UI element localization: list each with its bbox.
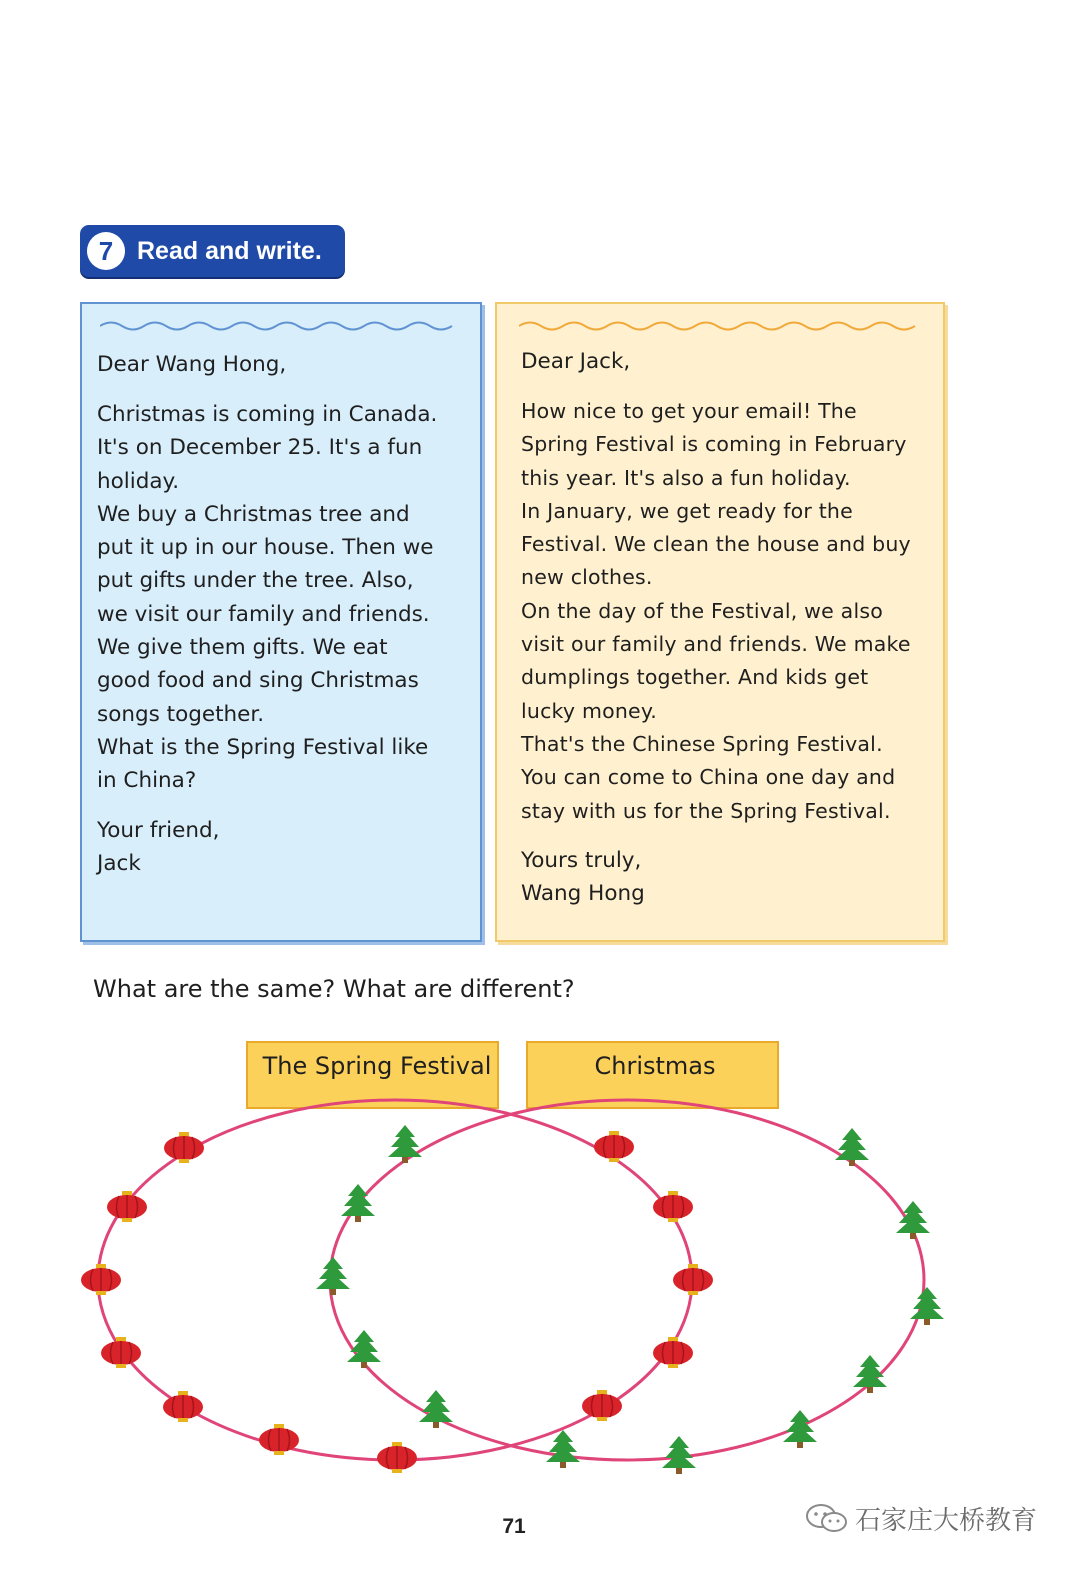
- letter-line: stay with us for the Spring Festival.: [521, 798, 891, 823]
- letter-line: we visit our family and friends.: [97, 601, 430, 627]
- letter-line: lucky money.: [521, 698, 657, 723]
- label-christmas: [527, 1042, 778, 1108]
- letter-line: this year. It's also a fun holiday.: [521, 465, 851, 490]
- lantern-icon: [594, 1131, 634, 1162]
- wechat-icon: [805, 1502, 849, 1536]
- task-title: Read and write.: [137, 236, 322, 265]
- letter-line: good food and sing Christmas: [97, 668, 419, 694]
- lantern-icon: [107, 1191, 147, 1222]
- label-christmas-text: Christmas: [594, 1052, 716, 1080]
- letter-closing: Your friend,: [97, 818, 220, 843]
- christmas-tree-icon: [316, 1257, 350, 1295]
- letter-greeting: Dear Wang Hong,: [97, 352, 287, 377]
- letter-line: You can come to China one day and: [521, 765, 896, 790]
- letter-line: That's the Chinese Spring Festival.: [521, 731, 883, 756]
- letter-line: in China?: [97, 768, 197, 794]
- lantern-icon: [164, 1132, 204, 1163]
- letter-line: Festival. We clean the house and buy: [521, 532, 911, 557]
- label-spring-festival-text: The Spring Festival: [262, 1052, 492, 1080]
- letter-line: dumplings together. And kids get: [521, 665, 869, 690]
- letter-line: songs together.: [97, 701, 265, 727]
- letter-signature: Wang Hong: [521, 881, 645, 907]
- task-number: 7: [87, 232, 125, 270]
- task-badge: [80, 225, 345, 277]
- christmas-tree-icon: [388, 1125, 422, 1163]
- letter-line: Christmas is coming in Canada.: [97, 402, 438, 427]
- letter-line: new clothes.: [521, 565, 653, 590]
- wave-decoration: [100, 320, 502, 332]
- lantern-icon: [81, 1264, 121, 1295]
- label-spring-festival: [247, 1042, 498, 1108]
- letter-line: What is the Spring Festival like: [97, 734, 429, 760]
- page-number: 71: [502, 1515, 526, 1538]
- venn-diagram: [0, 1030, 1080, 1480]
- letter-line: In January, we get ready for the: [521, 498, 853, 523]
- letter-line: We give them gifts. We eat: [97, 635, 388, 661]
- christmas-tree-icon: [910, 1287, 944, 1325]
- christmas-tree-icon: [896, 1201, 930, 1239]
- letter-line: visit our family and friends. We make: [521, 632, 911, 657]
- letter-from-wang-hong: [495, 302, 945, 942]
- question-text: What are the same? What are different?: [93, 975, 575, 1003]
- letter-line: put it up in our house. Then we: [97, 535, 434, 561]
- watermark-text: 石家庄大桥教育: [855, 1506, 1038, 1536]
- letter-line: Spring Festival is coming in February: [521, 432, 907, 457]
- lantern-icon: [673, 1264, 713, 1295]
- letter-line: It's on December 25. It's a fun: [97, 435, 423, 461]
- lantern-icon: [377, 1442, 417, 1473]
- letter-line: How nice to get your email! The: [521, 399, 857, 423]
- lantern-icon: [101, 1337, 141, 1368]
- christmas-tree-icon: [546, 1430, 580, 1468]
- letter-greeting: Dear Jack,: [521, 349, 631, 374]
- letter-closing: Yours truly,: [521, 848, 642, 873]
- letter-line: put gifts under the tree. Also,: [97, 568, 414, 594]
- watermark: [805, 1500, 1037, 1537]
- christmas-tree-icon: [783, 1410, 817, 1448]
- wave-decoration: [519, 320, 921, 332]
- letter-line: holiday.: [97, 468, 180, 494]
- letter-line: On the day of the Festival, we also: [521, 598, 883, 623]
- letter-line: We buy a Christmas tree and: [97, 501, 410, 527]
- letter-signature: Jack: [97, 851, 141, 877]
- letter-from-jack: [80, 302, 482, 942]
- christmas-tree-icon: [835, 1128, 869, 1166]
